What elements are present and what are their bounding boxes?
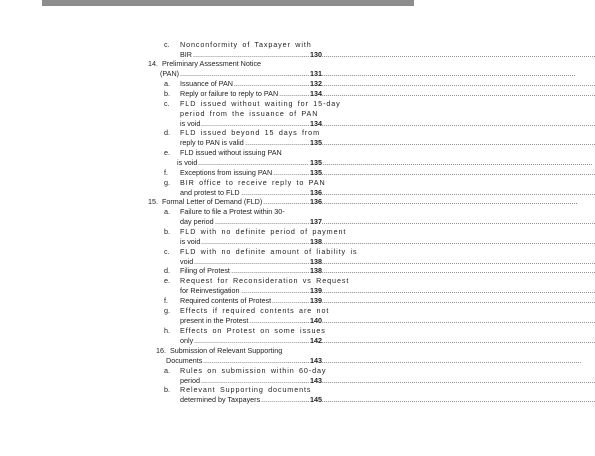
toc-entry-label: c. xyxy=(164,40,170,49)
toc-entry-text: Submission of Relevant Supporting xyxy=(170,346,283,355)
toc-page-number: 132 xyxy=(310,79,322,88)
toc-entry-text: Issuance of PAN xyxy=(180,79,233,88)
toc-entry-line-with-page[interactable] xyxy=(166,356,322,366)
toc-entry-text: BIR xyxy=(180,49,192,59)
toc-entry-text: period from the issuance of PAN xyxy=(180,108,319,118)
toc-entry-text: FLD with no definite period of payment xyxy=(180,227,347,236)
toc-entry-line-with-page[interactable] xyxy=(180,395,322,405)
toc-entry-text: Reply or failure to reply to PAN xyxy=(180,89,279,98)
toc-page-number: 139 xyxy=(310,296,322,305)
toc-entry-text: Filing of Protest xyxy=(180,266,230,275)
toc-entry-text: Preliminary Assessment Notice xyxy=(162,59,262,68)
toc-entry-line-with-page[interactable] xyxy=(180,138,322,148)
toc-page-number: 143 xyxy=(310,375,322,385)
toc-entry-text: and protest to FLD xyxy=(180,187,240,197)
toc-entry-text: FLD issued beyond 15 days from xyxy=(180,128,320,137)
toc-entry-label: d. xyxy=(164,266,170,275)
toc-entry-line[interactable] xyxy=(180,109,322,119)
toc-entry-text: is void xyxy=(180,236,201,246)
toc-page-number: 136 xyxy=(310,197,322,206)
toc-entry-text: FLD with no definite amount of liability is xyxy=(180,247,358,256)
toc-page-number: 130 xyxy=(310,49,322,59)
toc-entry-line-with-page[interactable] xyxy=(180,316,322,326)
toc-entry-label: b. xyxy=(164,89,170,98)
toc-entry-text: reply to PAN is valid xyxy=(180,137,244,147)
toc-entry-text: void xyxy=(180,256,194,266)
toc-entry-line-with-page[interactable] xyxy=(180,79,322,89)
toc-entry-label: a. xyxy=(164,366,170,375)
toc-page-number: 145 xyxy=(310,394,322,404)
toc-page-number: 139 xyxy=(310,285,322,295)
toc-entry-line[interactable] xyxy=(180,128,322,138)
toc-entry-line-with-page[interactable] xyxy=(180,217,322,227)
toc-entry-line[interactable] xyxy=(180,40,322,50)
toc-entry-label: b. xyxy=(164,227,170,236)
toc-entry-label: d. xyxy=(164,128,170,137)
toc-entry-text: FLD issued without issuing PAN xyxy=(180,148,282,157)
toc-entry-label: e. xyxy=(164,276,170,285)
toc-entry-text: Nonconformity of Taxpayer with xyxy=(180,40,312,49)
toc-entry-label: h. xyxy=(164,326,170,335)
toc-entry-text: BIR office to receive reply to PAN xyxy=(180,178,326,187)
toc-entry-text: Relevant Supporting documents xyxy=(180,385,312,394)
toc-entry-line-with-page[interactable] xyxy=(160,69,322,79)
toc-entry-line[interactable] xyxy=(180,99,341,109)
toc-page-number: 138 xyxy=(310,256,322,266)
toc-page-number: 135 xyxy=(310,157,322,167)
toc-entry-text: is void xyxy=(177,157,198,167)
toc-entry-text: is void xyxy=(180,118,201,128)
toc-entry-line[interactable] xyxy=(162,59,322,69)
toc-entry-text: Effects if required contents are not xyxy=(180,306,330,315)
toc-entry-line-with-page[interactable] xyxy=(180,336,322,346)
toc-entry-text: only xyxy=(180,335,194,345)
toc-entry-label: c. xyxy=(164,99,170,108)
toc-entry-text: Formal Letter of Demand (FLD) xyxy=(162,197,263,206)
toc-entry-text: Exceptions from issuing PAN xyxy=(180,168,273,177)
toc-entry-text: period xyxy=(180,375,200,385)
toc-entry-line[interactable] xyxy=(180,178,326,188)
toc-entry-label: 15. xyxy=(148,197,158,206)
toc-entry-text: Failure to file a Protest within 30- xyxy=(180,207,285,216)
toc-entry-label: 14. xyxy=(148,59,158,68)
toc-page-number: 140 xyxy=(310,315,322,325)
toc-entry-label: a. xyxy=(164,79,170,88)
toc-page-number: 137 xyxy=(310,216,322,226)
toc-entry-text: for Reinvestigation xyxy=(180,285,240,295)
toc-entry-label: e. xyxy=(164,148,170,157)
toc-entry-line[interactable] xyxy=(180,385,322,395)
toc-entry-line-with-page[interactable] xyxy=(162,197,322,207)
toc-page-number: 134 xyxy=(310,118,322,128)
toc-entry-line[interactable] xyxy=(180,247,358,257)
toc-entry-text: Effects on Protest on some issues xyxy=(180,326,326,335)
toc-entry-line[interactable] xyxy=(180,306,330,316)
toc-entry-text: Rules on submission within 60-day xyxy=(180,366,327,375)
toc-entry-label: a. xyxy=(164,207,170,216)
toc-entry-label: f. xyxy=(164,168,168,177)
toc-entry-line[interactable] xyxy=(170,346,322,356)
toc-entry-label: b. xyxy=(164,385,170,394)
toc-entry-line-with-page[interactable] xyxy=(180,119,322,129)
toc-entry-label: c. xyxy=(164,247,170,256)
toc-entry-line[interactable] xyxy=(180,326,326,336)
toc-entry-line[interactable] xyxy=(180,227,347,237)
toc-entry-line-with-page[interactable] xyxy=(180,237,322,247)
toc-entry-text: determined by Taxpayers xyxy=(180,394,261,404)
toc-page-number: 136 xyxy=(310,187,322,197)
toc-entry-text: FLD issued without waiting for 15-day xyxy=(180,99,341,108)
toc-entry-label: f. xyxy=(164,296,168,305)
toc-page-number: 143 xyxy=(310,355,322,365)
toc-entry-line[interactable] xyxy=(180,366,327,376)
toc-entry-text: Request for Reconsideration vs Request xyxy=(180,276,350,285)
toc-entry-label: 16. xyxy=(156,346,166,355)
toc-page-number: 135 xyxy=(310,137,322,147)
toc-page-number: 134 xyxy=(310,89,322,98)
toc-page-number: 131 xyxy=(310,68,322,78)
toc-entry-line-with-page[interactable] xyxy=(177,158,322,168)
toc-entry-line-with-page[interactable] xyxy=(180,89,322,99)
toc-entry-label: g. xyxy=(164,178,170,187)
toc-entry-label: g. xyxy=(164,306,170,315)
toc-entry-text: (PAN) xyxy=(160,68,180,78)
toc-entry-line-with-page[interactable] xyxy=(180,286,322,296)
toc-page-number: 135 xyxy=(310,168,322,177)
toc-entry-line-with-page[interactable] xyxy=(180,168,322,178)
toc-entry-line[interactable] xyxy=(180,276,350,286)
toc-entry-line[interactable] xyxy=(180,148,322,158)
toc-page-number: 142 xyxy=(310,335,322,345)
toc-entry-text: Required contents of Protest xyxy=(180,296,272,305)
toc-entry-text: Documents xyxy=(166,355,203,365)
toc-entry-line-with-page[interactable] xyxy=(180,266,322,276)
toc-entry-line[interactable] xyxy=(180,207,322,217)
toc-entry-text: day period xyxy=(180,216,214,226)
toc-entry-text: present in the Protest xyxy=(180,315,249,325)
toc-page-number: 138 xyxy=(310,236,322,246)
toc-page-number: 138 xyxy=(310,266,322,275)
toc-entry-line-with-page[interactable] xyxy=(180,296,322,306)
